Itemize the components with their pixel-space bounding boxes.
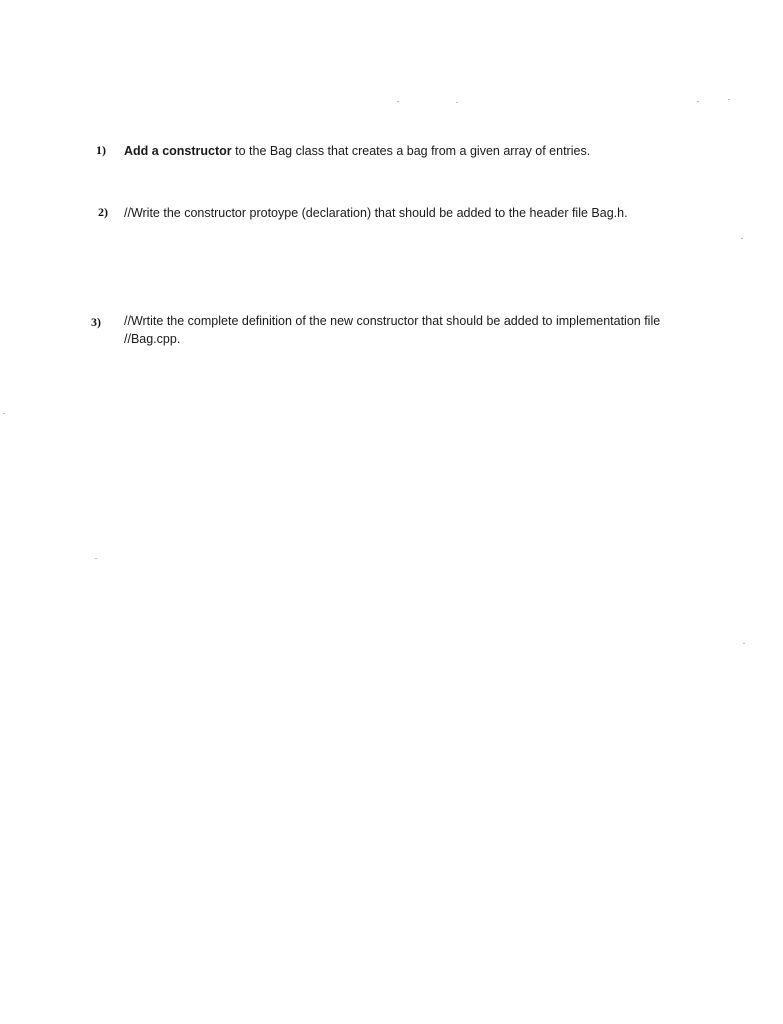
question-3-line-1: //Wrtite the complete definition of the new constructor that should be added to implementation file (124, 314, 661, 328)
question-2-number: 2) (98, 205, 108, 219)
scan-speck (743, 643, 745, 644)
scan-speck (741, 238, 743, 239)
scan-speck (3, 413, 5, 414)
scan-speck (397, 101, 399, 102)
question-1-bold-text: Add a constructor (124, 144, 232, 158)
scan-speck (456, 102, 458, 103)
question-3-line-2: //Bag.cpp. (124, 332, 181, 346)
scan-speck (697, 101, 699, 102)
scan-speck (728, 99, 730, 100)
question-3-number: 3) (91, 315, 101, 329)
question-1-body-text: to the Bag class that creates a bag from a given array of entries. (231, 144, 591, 158)
question-1-number: 1) (96, 143, 106, 157)
question-2-text: //Write the constructor protoype (declaration) that should be added to the header file Bag.h. (124, 206, 628, 220)
scan-speck (95, 558, 97, 559)
question-1-text (124, 142, 714, 160)
question-3-text (124, 312, 714, 348)
